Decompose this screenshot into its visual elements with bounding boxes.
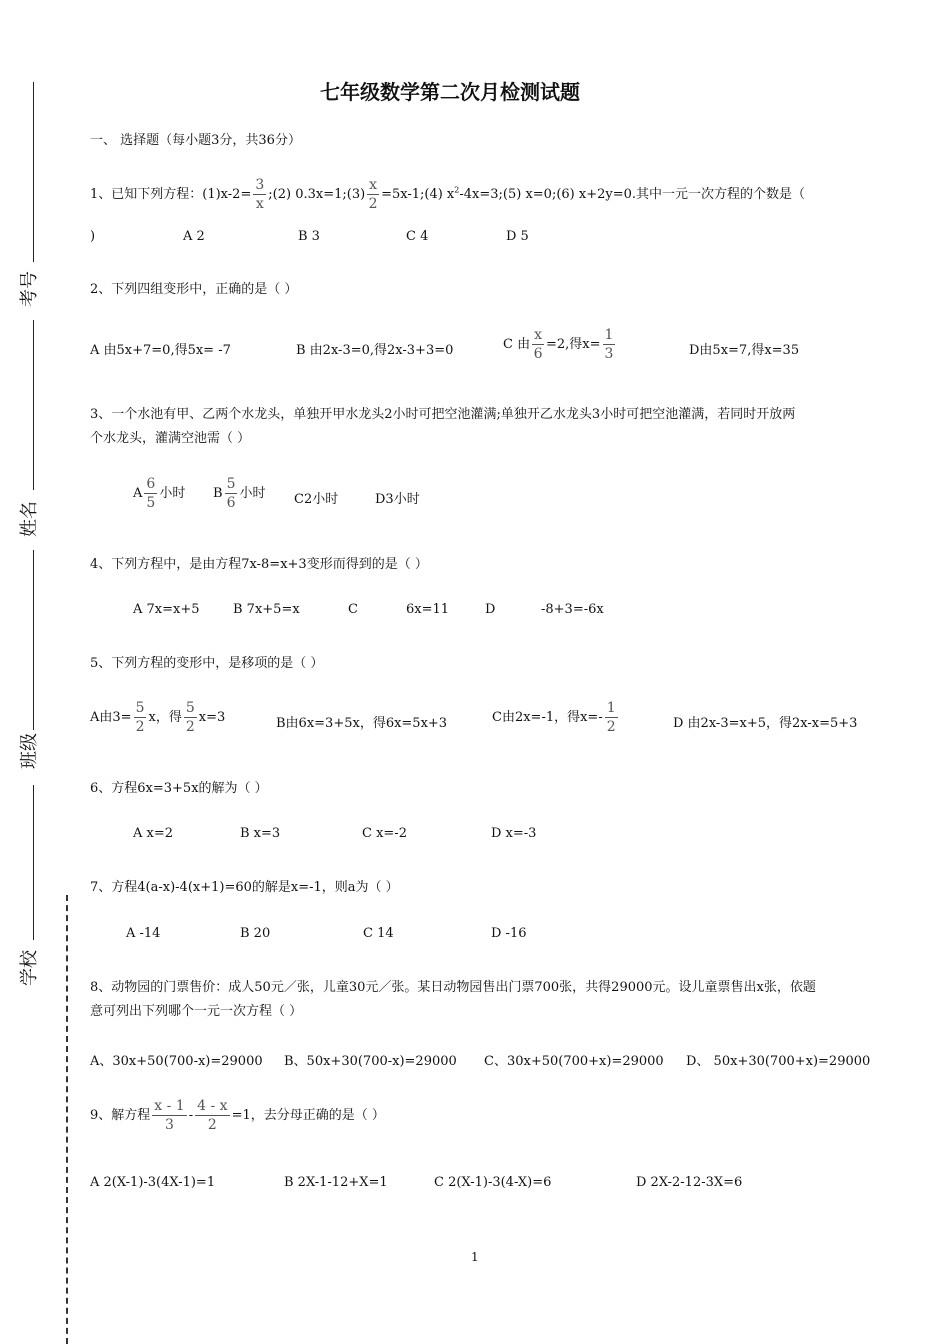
question-5: 5、下列方程的变形中，是移项的是（ ） [90, 656, 324, 671]
school-label: 学校 [19, 950, 40, 986]
q5-option-a: A由3= $\frac{5}{2}$ x，得 $\frac{5}{2}$ x=3 [90, 700, 226, 735]
q1-option-b: B 3 [298, 229, 320, 244]
q7-option-d: D -16 [491, 926, 527, 941]
q9-option-a: A 2(X-1)-3(4X-1)=1 [90, 1175, 216, 1190]
q2-option-a: A 由5x+7=0,得5x= -7 [90, 343, 231, 358]
page-title: 七年级数学第二次月检测试题 [320, 80, 580, 104]
q3-option-d: D3小时 [375, 492, 420, 507]
q3-option-a: A $\frac{6}{5}$ 小时 [133, 476, 186, 511]
q5-option-b: B由6x=3+5x，得6x=5x+3 [276, 716, 448, 731]
q3-option-c: C2小时 [294, 492, 339, 507]
q2-option-b: B 由2x-3=0,得2x-3+3=0 [296, 343, 454, 358]
margin-line-2 [33, 320, 34, 490]
question-3-line2: 个水龙头，灌满空池需（ ） [90, 431, 251, 446]
q6-option-d: D x=-3 [491, 826, 537, 841]
question-1-line2: ) [90, 229, 96, 244]
q8-option-d: D、 50x+30(700+x)=29000 [686, 1054, 871, 1069]
q1-option-a: A 2 [183, 229, 205, 244]
margin-line-3 [33, 550, 34, 730]
margin-line-4 [33, 785, 34, 940]
q8-option-b: B、50x+30(700-x)=29000 [284, 1054, 457, 1069]
q6-option-c: C x=-2 [362, 826, 407, 841]
q3-option-b: B $\frac{5}{6}$ 小时 [213, 476, 266, 511]
q8-option-a: A、30x+50(700-x)=29000 [90, 1054, 263, 1069]
question-7: 7、方程4(a-x)-4(x+1)=60的解是x=-1，则a为（ ） [90, 880, 399, 895]
section-heading: 一、 选择题（每小题3分，共36分） [90, 133, 301, 148]
q4-option-c: C [348, 602, 358, 617]
question-9: 9、解方程 $\frac{x - 1}{3}$ - $\frac{4 - x}{2}$ =1，去分母正确的是（ ） [90, 1098, 385, 1133]
page-number: 1 [471, 1250, 479, 1264]
q4-option-c-value: 6x=11 [406, 602, 450, 617]
cut-line [66, 895, 68, 1344]
question-8-line2: 意可列出下列哪个一元一次方程（ ） [90, 1004, 303, 1019]
q8-option-c: C、30x+50(700+x)=29000 [484, 1054, 664, 1069]
question-4: 4、下列方程中，是由方程7x-8=x+3变形而得到的是（ ） [90, 557, 428, 572]
q6-option-b: B x=3 [240, 826, 281, 841]
q4-option-b: B 7x+5=x [233, 602, 300, 617]
question-2: 2、下列四组变形中，正确的是（ ） [90, 282, 298, 297]
q7-option-b: B 20 [240, 926, 271, 941]
class-label: 班级 [19, 733, 40, 769]
margin-line-1 [33, 82, 34, 262]
question-6: 6、方程6x=3+5x的解为（ ） [90, 781, 268, 796]
question-8-line1: 8、动物园的门票售价：成人50元／张，儿童30元／张。某日动物园售出门票700张，共得29000元。设儿童票售出x张，依题 [90, 980, 816, 995]
q6-option-a: A x=2 [133, 826, 174, 841]
q1-option-c: C 4 [406, 229, 429, 244]
question-1: 1、已知下列方程：(1)x-2= $\frac{3}{x}$ ;(2) 0.3x=1;(3) $\frac{x}{2}$ =5x-1;(4) $x^2-4x=3;(5)$ x=0;(6) x+2y=0.其中一元一次方程的个数是（ [90, 177, 806, 212]
q2-option-d: D由5x=7,得x=35 [689, 343, 800, 358]
q4-option-a: A 7x=x+5 [133, 602, 200, 617]
q4-option-d: D [485, 602, 496, 617]
q7-option-c: C 14 [363, 926, 394, 941]
q1-option-d: D 5 [506, 229, 529, 244]
q5-option-c: C由2x=-1，得x=- $\frac{1}{2}$ [492, 700, 616, 735]
q4-option-d-value: -8+3=-6x [541, 602, 604, 617]
q9-option-b: B 2X-1-12+X=1 [284, 1175, 388, 1190]
q9-option-c: C 2(X-1)-3(4-X)=6 [434, 1175, 552, 1190]
q5-option-d: D 由2x-3=x+5，得2x-x=5+3 [673, 716, 858, 731]
q7-option-a: A -14 [126, 926, 161, 941]
exam-number-label: 考号 [19, 271, 40, 307]
q2-option-c: C 由 $\frac{x}{6}$ =2,得x= $\frac{1}{3}$ [503, 327, 614, 362]
name-label: 姓名 [19, 501, 40, 537]
q9-option-d: D 2X-2-12-3X=6 [636, 1175, 743, 1190]
question-3-line1: 3、一个水池有甲、乙两个水龙头，单独开甲水龙头2小时可把空池灌满;单独开乙水龙头3小时可把空池灌满，若同时开放两 [90, 407, 796, 422]
